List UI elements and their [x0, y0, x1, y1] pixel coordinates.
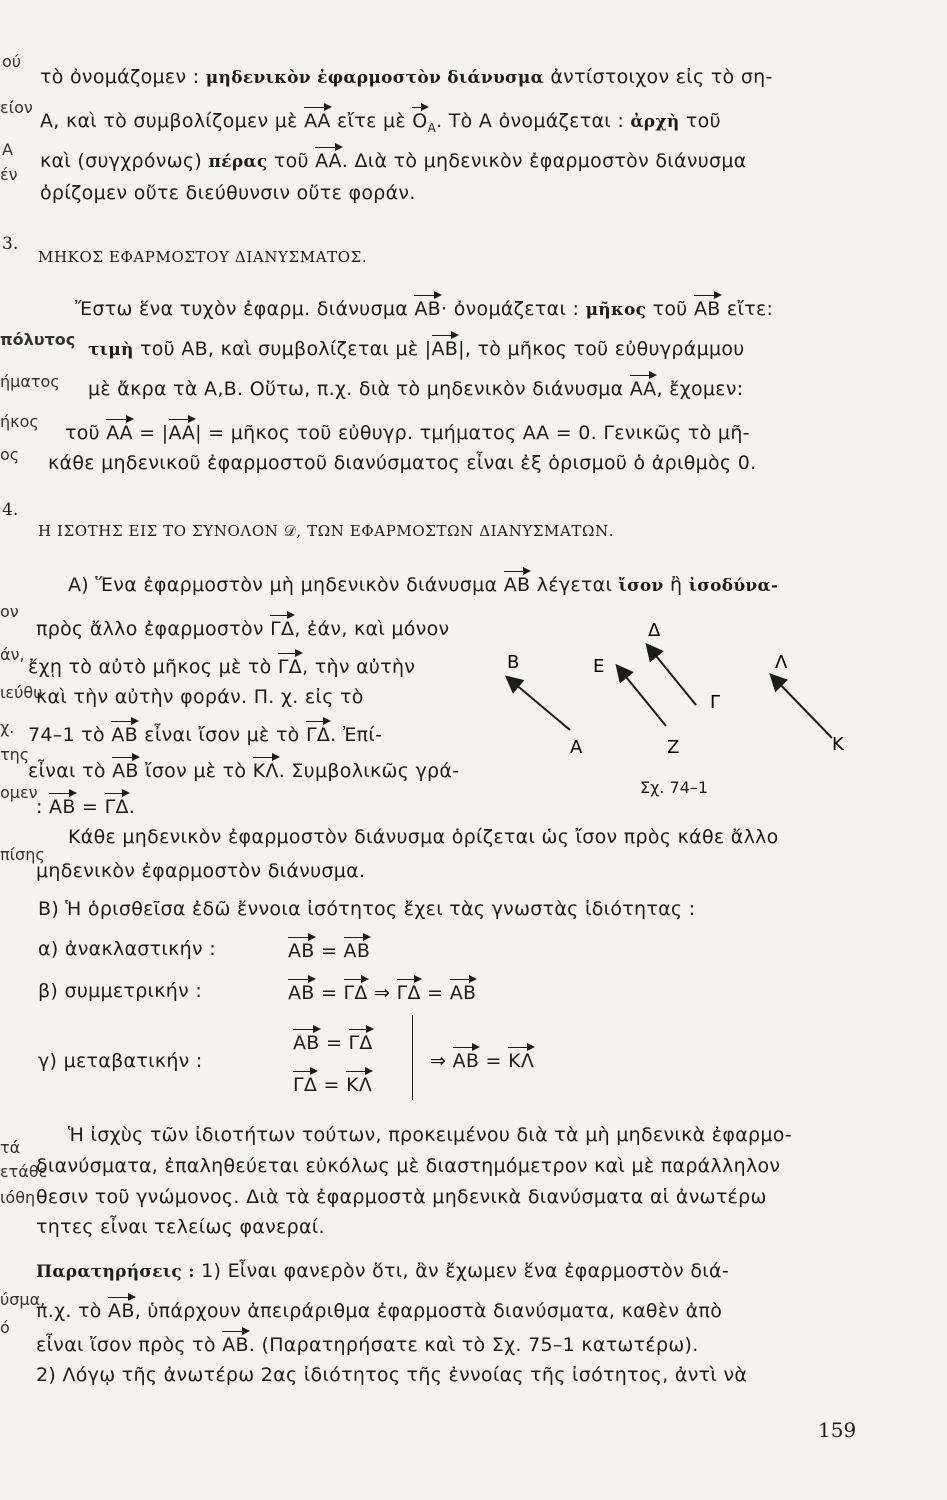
vector: ΑΒ [414, 298, 442, 320]
text-line: πρὸς ἄλλο ἐφαρμοστὸν ΓΔ, ἐάν, καὶ μόνον [36, 618, 450, 640]
text-line: ἔχῃ τὸ αὐτὸ μῆκος μὲ τὸ ΓΔ, τὴν αὐτὴν [28, 656, 416, 678]
property-formula: ΑΒ = ΓΔ ⇒ ΓΔ = ΑΒ [288, 982, 477, 1004]
vector: ΑΒ [222, 1334, 249, 1356]
figure-label: Ε [593, 656, 605, 677]
vector: ΓΔ [270, 618, 295, 640]
margin-fragment: της [0, 745, 30, 764]
figure-label: Λ [775, 652, 788, 673]
text-line: 2) Λόγῳ τῆς ἀνωτέρω 2ας ἰδιότητος τῆς ἐννοίας τῆς ἰσότητος, ἀντὶ νὰ [36, 1364, 748, 1386]
vector-arrow-kl [772, 676, 832, 738]
text-line: Παρατηρήσεις : 1) Εἶναι φανερὸν ὅτι, ἂν ἔχωμεν ἕνα ἐφαρμοστὸν διά- [36, 1260, 729, 1282]
property-formula: ΑΒ = ΓΔ [293, 1032, 373, 1054]
term-equal: ἴσον [618, 576, 664, 596]
text-line: ὁρίζομεν οὔτε διεύθυνσιν οὔτε φοράν. [40, 182, 416, 204]
vector: ΓΔ [277, 656, 303, 678]
text-line: καὶ τὴν αὐτὴν φοράν. Π. χ. εἰς τὸ [36, 686, 364, 708]
text-line: μηδενικὸν ἐφαρμοστὸν διάνυσμα. [36, 860, 366, 882]
text-line: Α) Ἕνα ἐφαρμοστὸν μὴ μηδενικὸν διάνυσμα ΑΒ λέγεται ἴσον ἢ ἰσοδύνα- [68, 574, 779, 596]
margin-fragment: ιόθη [0, 1188, 36, 1207]
figure-label: Ζ [667, 737, 680, 758]
vector: Ο [412, 110, 428, 132]
text-line: 74–1 τὸ ΑΒ εἶναι ἴσον μὲ τὸ ΓΔ. Ἐπί- [28, 724, 383, 746]
figure-equal-vectors [490, 620, 870, 795]
vector: ΚΛ [252, 760, 279, 782]
figure-label: Γ [710, 692, 721, 713]
vector: ΑΑ [304, 110, 331, 132]
text-line: τοῦ ΑΑ = |ΑΑ| = μῆκος τοῦ εὐθυγρ. τμήματος ΑΑ = 0. Γενικῶς τὸ μῆ- [65, 422, 750, 444]
text-line: εἶναι τὸ ΑΒ ἴσον μὲ τὸ ΚΛ. Συμβολικῶς γρά- [28, 760, 460, 782]
vector: ΑΒ [108, 1300, 135, 1322]
text-line: Ἡ ἰσχὺς τῶν ἰδιοτήτων τούτων, προκειμένου διὰ τὰ μὴ μηδενικὰ ἐφαρμο- [68, 1124, 792, 1146]
text-line: διανύσματα, ἐπαληθεύεται εὐκόλως μὲ διαστημόμετρον καὶ μὲ παράλληλον [36, 1155, 781, 1177]
margin-fragment: πόλυτος [0, 330, 76, 349]
margin-fragment: ετάθε [0, 1162, 48, 1181]
text-line: θεσιν τοῦ γνώμονος. Διὰ τὰ ἐφαρμοστὰ μηδενικὰ διανύσματα αἱ ἀνωτέρω [36, 1186, 767, 1208]
vector-arrow-zeta-epsilon [618, 667, 666, 726]
vector: ΑΒ [49, 796, 76, 818]
text-line: Κάθε μηδενικὸν ἐφαρμοστὸν διάνυσμα ὁρίζεται ὡς ἴσον πρὸς κάθε ἄλλο [68, 826, 779, 848]
figure-label: Κ [832, 734, 844, 755]
vector: ΑΒ [112, 760, 139, 782]
vector: ΑΒ [693, 298, 721, 320]
text-line: τιμὴ τοῦ ΑΒ, καὶ συμβολίζεται μὲ |ΑΒ|, τὸ μῆκος τοῦ εὐθυγράμμου [88, 338, 745, 360]
term-observations: Παρατηρήσεις : [36, 1262, 195, 1282]
margin-fragment: είον [0, 98, 33, 117]
vector: ΑΒ [503, 574, 531, 596]
text-line: εἶναι ἴσον πρὸς τὸ ΑΒ. (Παρατηρήσατε καὶ τὸ Σχ. 75–1 κατωτέρω). [36, 1334, 699, 1356]
margin-fragment: χ. [0, 718, 15, 737]
property-label: β) συμμετρικήν : [38, 980, 203, 1002]
figure-label: Δ [648, 620, 661, 641]
text-line: : ΑΒ = ΓΔ. [36, 796, 136, 818]
section-heading: Η ΙΣΟΤΗΣ ΕΙΣ ΤΟ ΣΥΝΟΛΟΝ 𝒟, ΤΩΝ ΕΦΑΡΜΟΣΤΩΝ ΔΙΑΝΥΣΜΑΤΩΝ. [38, 522, 615, 540]
margin-fragment: ιεύθυ [0, 683, 43, 702]
property-label: γ) μεταβατικήν : [38, 1050, 203, 1072]
margin-fragment: Α [2, 140, 13, 159]
margin-fragment: ομεν [0, 783, 38, 802]
figure-caption: Σχ. 74–1 [640, 778, 709, 797]
property-formula: ΓΔ = ΚΛ [293, 1074, 373, 1096]
term-origin: ἀρχὴ [630, 112, 680, 132]
text-line: Ἔστω ἕνα τυχὸν ἐφαρμ. διάνυσμα ΑΒ· ὀνομάζεται : μῆκος τοῦ ΑΒ εἴτε: [75, 298, 774, 320]
property-formula: ΑΒ = ΑΒ [288, 940, 371, 962]
margin-fragment: άν, [0, 645, 25, 664]
vector: ΑΑ [315, 150, 342, 172]
figure-label: Β [507, 652, 520, 673]
margin-fragment: ού [2, 52, 22, 71]
text-line: Α, καὶ τὸ συμβολίζομεν μὲ ΑΑ εἴτε μὲ $O_A$. Τὸ Α ὀνομάζεται : ἀρχὴ τοῦ [40, 110, 721, 135]
page-number: 159 [818, 1418, 857, 1442]
vector: ΑΒ [431, 338, 459, 360]
vector: ΑΒ [111, 724, 138, 746]
text-line: Β) Ἡ ὁρισθεῖσα ἐδῶ ἔννοια ἰσότητος ἔχει τὰς γνωστὰς ἰδιότητας : [38, 898, 696, 920]
text-line: π.χ. τὸ ΑΒ, ὑπάρχουν ἀπειράριθμα ἐφαρμοστὰ διανύσματα, καθὲν ἀπὸ [36, 1300, 723, 1322]
margin-fragment: ήκος [0, 412, 39, 431]
margin-fragment: ον [0, 602, 19, 621]
text-line: τητες εἶναι τελείως φανεραί. [36, 1216, 325, 1238]
vector: ΑΑ [629, 378, 657, 400]
vector-arrow-ab [508, 678, 570, 730]
margin-fragment: ος [0, 445, 20, 464]
text-line: καὶ (συγχρόνως) πέρας τοῦ ΑΑ. Διὰ τὸ μηδενικὸν ἐφαρμοστὸν διάνυσμα [40, 150, 747, 172]
section-heading: ΜΗΚΟΣ ΕΦΑΡΜΟΣΤΟΥ ΔΙΑΝΥΣΜΑΤΟΣ. [38, 248, 368, 266]
section-number: 4. [2, 500, 19, 520]
margin-fragment: έν [0, 165, 18, 184]
term-equivalent: ἰσοδύνα- [688, 576, 779, 596]
text-line: μὲ ἄκρα τὰ Α,Β. Οὕτω, π.χ. διὰ τὸ μηδενικὸν διάνυσμα ΑΑ, ἔχομεν: [88, 378, 744, 400]
section-number: 3. [2, 234, 19, 254]
margin-fragment: τά [0, 1138, 21, 1157]
figure-label: Α [570, 737, 583, 758]
brace [402, 1015, 413, 1100]
vector: ΑΑ [106, 422, 133, 444]
vector-arrow-gamma-delta [648, 646, 696, 705]
term-end: πέρας [208, 152, 268, 172]
property-label: α) ἀνακλαστικήν : [38, 938, 216, 960]
margin-fragment: ήματος [0, 372, 60, 391]
term-zero-vector: μηδενικὸν ἐφαρμοστὸν διάνυσμα [205, 68, 544, 88]
margin-fragment: ύσμα, [0, 1290, 46, 1309]
margin-fragment: πίσης [0, 845, 45, 864]
term-length: μῆκος [585, 300, 647, 320]
vector: ΓΔ [305, 724, 331, 746]
vector: ΓΔ [104, 796, 129, 818]
text-line: τὸ ὀνομάζομεν : μηδενικὸν ἐφαρμοστὸν διάνυσμα ἀντίστοιχον εἰς τὸ ση- [40, 66, 773, 88]
property-formula: ⇒ ΑΒ = ΚΛ [430, 1050, 535, 1072]
term-abs-value: τιμὴ [88, 340, 134, 360]
margin-fragment: ό [0, 1318, 10, 1337]
text-line: κάθε μηδενικοῦ ἐφαρμοστοῦ διανύσματος εἶναι ἐξ ὁρισμοῦ ὁ ἀριθμὸς 0. [48, 452, 757, 474]
vector: ΑΑ [168, 422, 196, 444]
